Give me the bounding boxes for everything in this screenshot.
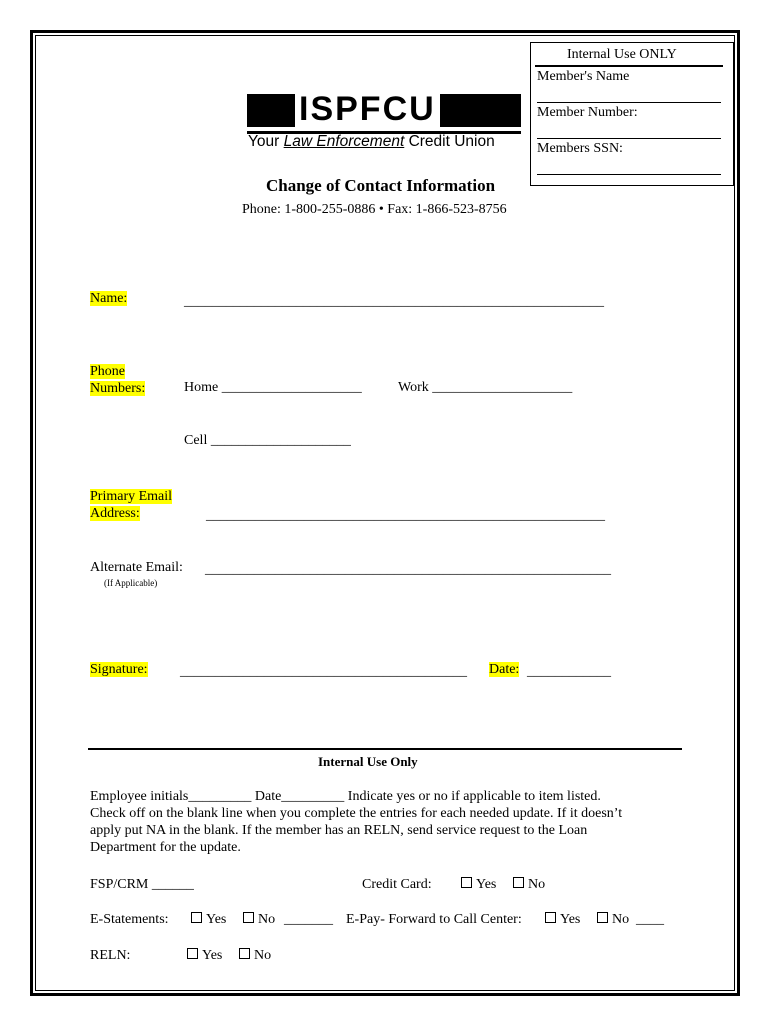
credit-card-no[interactable]: [513, 877, 545, 893]
members-name-line[interactable]: [537, 102, 721, 103]
reln-no[interactable]: [239, 948, 271, 964]
name-label: Name:: [90, 291, 128, 306]
checkbox-icon[interactable]: [243, 912, 254, 923]
instructions-line-4: Department for the update.: [90, 840, 241, 855]
name-field[interactable]: ____________________________________________________________: [184, 294, 604, 309]
internal-box-heading: Internal Use ONLY: [567, 47, 677, 62]
primary-email-label-line1: Primary Email: [90, 489, 173, 504]
fsp-crm-field[interactable]: FSP/CRM ______: [90, 877, 194, 892]
estatements-blank[interactable]: _______: [284, 912, 333, 927]
checkbox-icon[interactable]: [461, 877, 472, 888]
primary-email-label: [90, 488, 172, 522]
member-number-line[interactable]: [537, 138, 721, 139]
phone-label-line2: Numbers:: [90, 381, 146, 396]
alternate-email-label: Alternate Email:: [90, 560, 183, 575]
internal-use-heading: Internal Use Only: [318, 754, 418, 769]
internal-box-divider: [535, 65, 723, 67]
cell-phone-field[interactable]: Cell ____________________: [184, 433, 351, 448]
members-name-label: Member's Name: [537, 69, 630, 84]
no-label: No: [258, 912, 276, 927]
tagline-prefix: Your: [248, 133, 280, 150]
members-ssn-line[interactable]: [537, 174, 721, 175]
checkbox-icon[interactable]: [191, 912, 202, 923]
primary-email-label-line2: Address:: [90, 506, 140, 521]
signature-field[interactable]: _________________________________________: [180, 664, 467, 679]
signature-label: Signature:: [90, 662, 148, 677]
checkbox-icon[interactable]: [545, 912, 556, 923]
checkbox-icon[interactable]: [513, 877, 524, 888]
credit-card-label: Credit Card:: [362, 877, 432, 892]
epay-yes[interactable]: [545, 912, 580, 928]
phone-numbers-label: [90, 363, 145, 397]
no-label: No: [612, 912, 630, 927]
primary-email-field[interactable]: _________________________________________________________: [206, 508, 605, 523]
credit-card-yes[interactable]: [461, 877, 496, 893]
instructions-line-2: Check off on the blank line when you complete the entries for each needed update. If it doesn’t: [90, 806, 623, 821]
form-title: Change of Contact Information: [266, 176, 496, 195]
instructions-line-3: apply put NA in the blank. If the member has an RELN, send service request to the Loan: [90, 823, 588, 838]
date-label: Date:: [489, 662, 520, 677]
no-label: No: [254, 948, 272, 963]
logo-wordmark: ISPFCU: [295, 90, 440, 128]
home-phone-field[interactable]: Home ____________________: [184, 380, 362, 395]
checkbox-icon[interactable]: [239, 948, 250, 959]
logo-tagline: [248, 133, 495, 151]
reln-label: RELN:: [90, 948, 131, 963]
tagline-suffix: Credit Union: [408, 133, 495, 150]
yes-label: Yes: [202, 948, 223, 963]
estatements-no[interactable]: [243, 912, 275, 928]
phone-label-line1: Phone: [90, 364, 125, 379]
date-field[interactable]: ____________: [527, 664, 611, 679]
estatements-yes[interactable]: [191, 912, 226, 928]
internal-use-box: [530, 42, 734, 186]
yes-label: Yes: [476, 877, 497, 892]
yes-label: Yes: [206, 912, 227, 927]
if-applicable-note: (If Applicable): [104, 578, 158, 588]
work-phone-field[interactable]: Work ____________________: [398, 380, 573, 395]
alternate-email-field[interactable]: __________________________________________________________: [205, 562, 611, 577]
yes-label: Yes: [560, 912, 581, 927]
instructions-paragraph: [90, 788, 680, 856]
checkbox-icon[interactable]: [597, 912, 608, 923]
contact-line: Phone: 1-800-255-0886 • Fax: 1-866-523-8756: [242, 202, 507, 217]
tagline-emphasis: Law Enforcement: [283, 133, 405, 150]
section-divider: [88, 748, 682, 750]
no-label: No: [528, 877, 546, 892]
epay-no[interactable]: [597, 912, 629, 928]
instructions-line-1: Employee initials_________ Date_________ Indicate yes or no if applicable to item listed.: [90, 789, 601, 804]
member-number-label: Member Number:: [537, 105, 638, 120]
checkbox-icon[interactable]: [187, 948, 198, 959]
epay-blank[interactable]: ____: [636, 912, 664, 927]
estatements-label: E-Statements:: [90, 912, 169, 927]
members-ssn-label: Members SSN:: [537, 141, 623, 156]
reln-yes[interactable]: [187, 948, 222, 964]
epay-label: E-Pay- Forward to Call Center:: [346, 912, 522, 927]
